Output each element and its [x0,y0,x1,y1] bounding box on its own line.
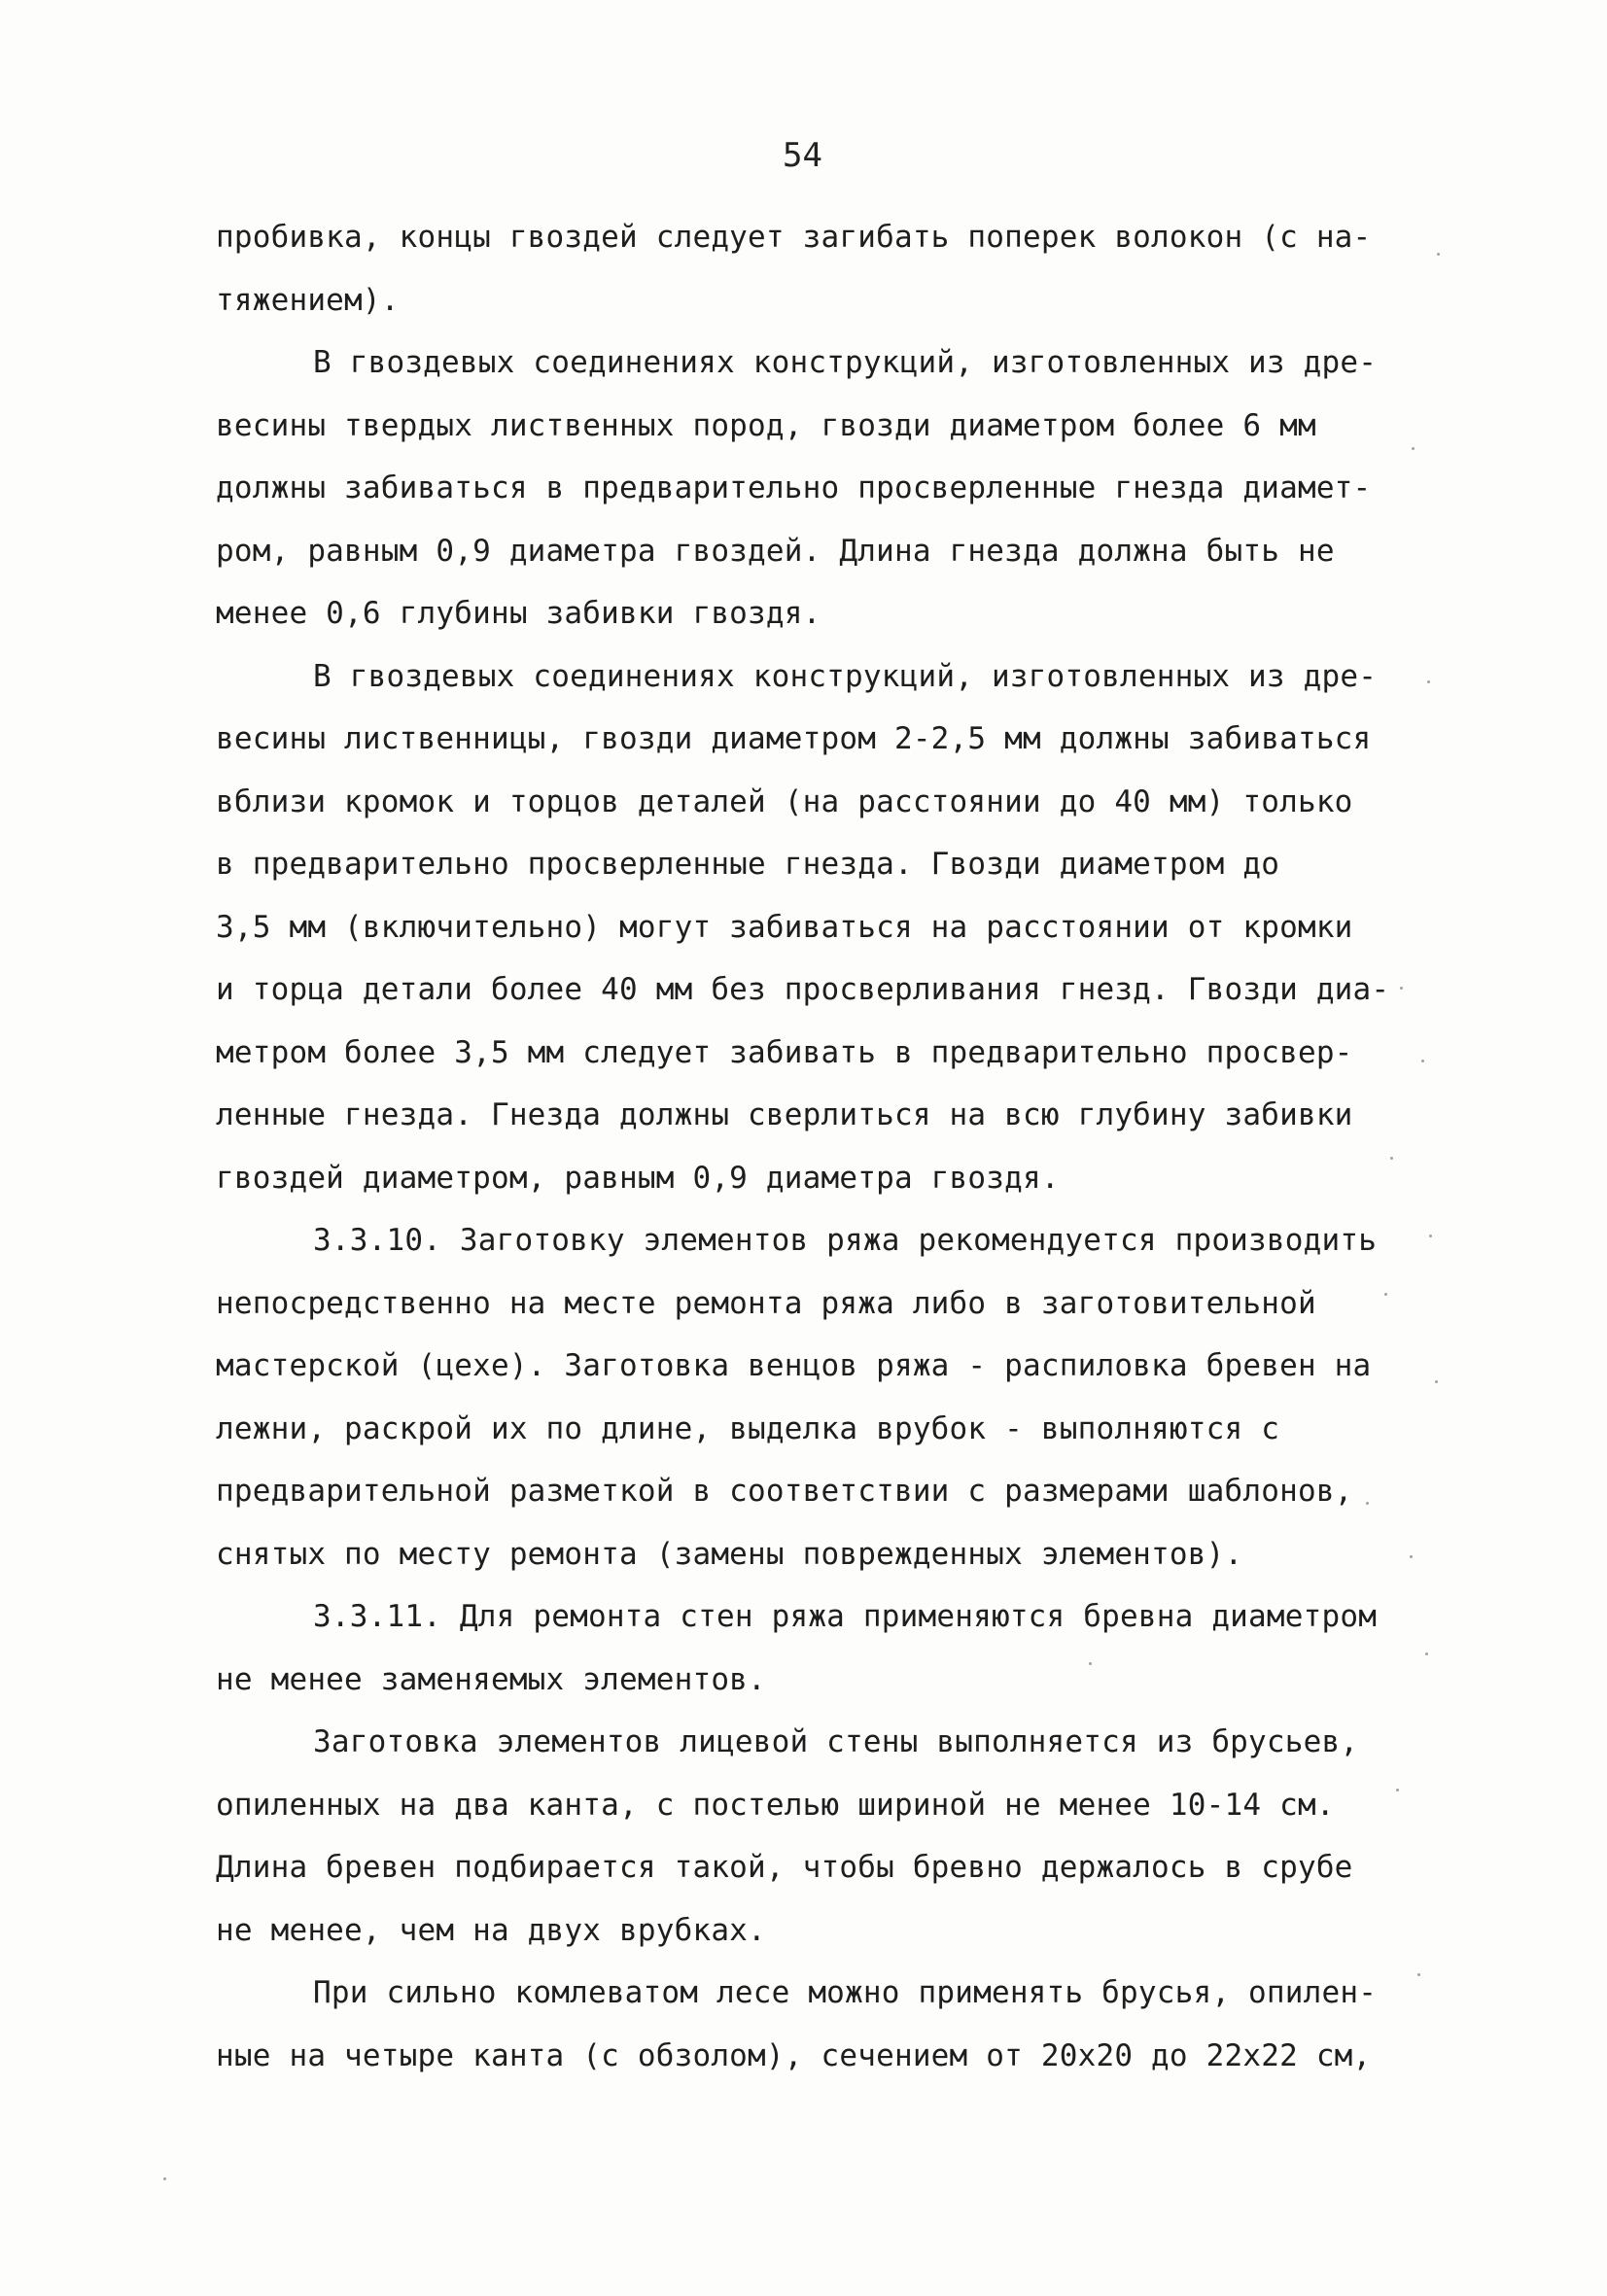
text-line: ные на четыре канта (с обзолом), сечением от 20x20 до 22x22 см, [216,2037,1372,2073]
scan-speck [1384,1293,1387,1296]
text-line: весины лиственницы, гвозди диаметром 2-2,5 мм должны забиваться [216,721,1372,756]
text-line: мастерской (цехе). Заготовка венцов ряжа - распиловка бревен на [216,1348,1372,1383]
scan-speck [1410,1555,1413,1558]
text-line: лежни, раскрой их по длине, выделка врубок - выполняются с [216,1410,1280,1446]
scan-speck [1429,1235,1432,1237]
scan-speck [163,2177,166,2180]
text-line: не менее заменяемых элементов. [216,1661,766,1697]
paragraph-start: Заготовка элементов лицевой стены выполняется из брусьев, [313,1724,1359,1759]
text-line: гвоздей диаметром, равным 0,9 диаметра гвоздя. [216,1160,1060,1196]
section-3-3-11-start: 3.3.11. Для ремонта стен ряжа применяются бревна диаметром [313,1599,1378,1634]
paragraph-start: В гвоздевых соединениях конструкций, изготовленных из дре- [313,345,1378,380]
text-line: пробивка, концы гвоздей следует загибать поперек волокон (с на- [216,220,1372,255]
page-number: 54 [783,136,822,175]
text-line: тяжением). [216,282,400,318]
paragraph-start: В гвоздевых соединениях конструкций, изготовленных из дре- [313,658,1378,694]
scan-speck [1435,1380,1438,1383]
text-line: снятых по месту ремонта (замены поврежденных элементов). [216,1536,1243,1572]
scan-speck [1427,680,1430,683]
scan-speck [1366,1502,1369,1505]
scan-speck [1417,1973,1420,1976]
text-line: ленные гнезда. Гнезда должны сверлиться на всю глубину забивки [216,1097,1353,1132]
text-line: ром, равным 0,9 диаметра гвоздей. Длина гнезда должна быть не [216,533,1335,569]
scan-speck [1396,1789,1399,1792]
text-line: весины твердых лиственных пород, гвозди диаметром более 6 мм [216,407,1316,443]
scan-speck [1437,253,1440,256]
text-line: не менее, чем на двух врубках. [216,1912,766,1948]
text-line: вблизи кромок и торцов деталей (на расстоянии до 40 мм) только [216,783,1353,819]
text-line: менее 0,6 глубины забивки гвоздя. [216,596,821,631]
scan-speck [1412,447,1415,450]
text-line: Длина бревен подбирается такой, чтобы бревно держалось в срубе [216,1850,1353,1885]
scan-speck [1400,987,1403,990]
scan-speck [1421,1060,1424,1062]
text-line: метром более 3,5 мм следует забивать в предварительно просвер- [216,1034,1353,1070]
text-line: 3,5 мм (включительно) могут забиваться на расстоянии от кромки [216,909,1353,945]
text-line: предварительной разметкой в соответствии с размерами шаблонов, [216,1474,1353,1509]
text-line: должны забиваться в предварительно просверленные гнезда диамет- [216,470,1372,505]
paragraph-start: При сильно комлеватом лесе можно применять брусья, опилен- [313,1975,1378,2010]
text-line: непосредственно на месте ремонта ряжа либо в заготовительной [216,1285,1316,1321]
scan-speck [1390,1157,1393,1160]
text-line: опиленных на два канта, с постелью шириной не менее 10-14 см. [216,1787,1335,1823]
scan-speck [1425,1652,1428,1655]
text-line: в предварительно просверленные гнезда. Гвозди диаметром до [216,847,1280,882]
scan-speck [1089,1662,1092,1665]
text-line: и торца детали более 40 мм без просверливания гнезд. Гвозди диа- [216,972,1390,1007]
section-3-3-10-start: 3.3.10. Заготовку элементов ряжа рекомендуется производить [313,1223,1378,1258]
body-text [216,206,1412,2087]
